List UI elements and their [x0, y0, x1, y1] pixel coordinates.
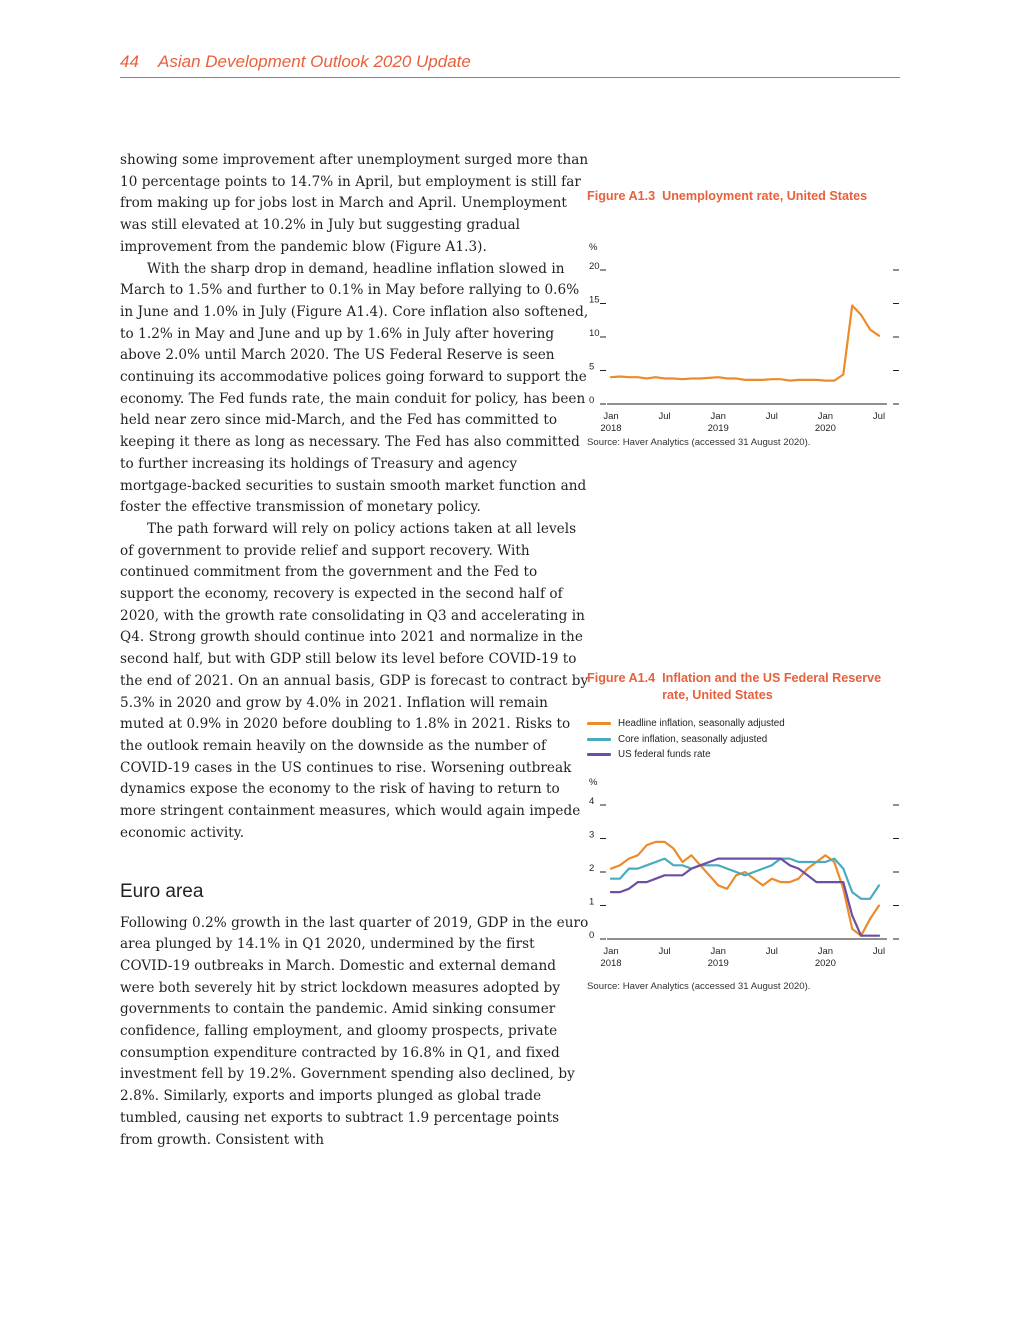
legend-label: Headline inflation, seasonally adjusted	[618, 718, 785, 730]
figure-a1-3	[587, 188, 902, 448]
x-tick-label: Jul	[658, 945, 671, 957]
x-tick-year-label: 2019	[707, 957, 729, 969]
x-tick-label: Jan	[710, 945, 726, 957]
legend-item-core	[587, 732, 902, 748]
figure-caption: Inflation and the US Federal Reserve rate, United States	[662, 671, 882, 702]
y-axis-unit-label: %	[589, 776, 598, 788]
x-tick-label: Jan	[603, 945, 619, 957]
main-text-column	[120, 150, 590, 1151]
y-tick-label: 20	[589, 261, 600, 272]
paragraph-2: With the sharp drop in demand, headline inflation slowed in March to 1.5% and further to 0.1% in May before rallying to 0.6% in June and 1.0% in July (Figure A1.4). Core inflation also softened, to 1.2% in May and June and up by 1.6% in July after hovering above 2.0% until March 2020. The US Federal Reserve is seen continuing its accommodative polices going forward to support the economy. The Fed funds rate, the main conduit for policy, has been held near zero since mid-March, and the Fed has committed to keeping it there as long as necessary. The Fed has also committed to further increasing its holdings of Treasury and agency mortgage-backed securities to sustain smooth market function and foster the effective transmission of monetary policy.	[120, 260, 589, 516]
figure-number: Figure A1.3	[587, 189, 656, 203]
x-tick-year-label: 2018	[600, 957, 622, 969]
figure-title	[587, 670, 902, 704]
figure-caption: Unemployment rate, United States	[662, 189, 868, 203]
x-tick-year-label: 2019	[707, 423, 729, 434]
paragraph-1: showing some improvement after unemployment surged more than 10 percentage points to 14.7% in April, but employment is still far from making up for jobs lost in March and April. Unemployment was still elevated at 10.2% in July but suggesting gradual improvement from the pandemic blow (Figure A1.3).	[120, 152, 589, 255]
legend-label: Core inflation, seasonally adjusted	[618, 733, 768, 745]
paragraph-3: The path forward will rely on policy actions taken at all levels of government to provide relief and support recovery. With continued commitment from the government and the Fed to support the economy, recovery is expected in the second half of 2020, with the growth rate consolidating in Q3 and accelerating in Q4. Strong growth should continue into 2021 and normalize in the second half, but with GDP still below its level before COVID-19 to the end of 2021. On an annual basis, GDP is forecast to contract by 5.3% in 2020 and grow by 4.0% in 2021. Inflation will remain muted at 0.9% in 2020 before doubling to 1.8% in 2021. Risks to the outlook remain heavily on the downside as the number of COVID-19 cases in the US continues to rise. Worsening outbreak dynamics expose the economy to the risk of having to return to more stringent containment measures, which would again impede economic activity.	[120, 520, 589, 841]
x-tick-label: Jul	[658, 411, 671, 422]
publication-title: Asian Development Outlook 2020 Update	[158, 52, 471, 71]
page-number: 44	[120, 52, 139, 71]
x-tick-year-label: 2020	[814, 423, 836, 434]
figure-a1-4	[587, 670, 902, 992]
y-tick-label: 4	[589, 795, 595, 807]
legend-label: US federal funds rate	[618, 749, 711, 761]
figure-number: Figure A1.4	[587, 671, 656, 685]
y-tick-label: 2	[589, 862, 595, 874]
legend-swatch	[587, 753, 611, 756]
y-tick-label: 10	[589, 328, 600, 339]
x-tick-label: Jul	[765, 945, 778, 957]
x-tick-label: Jul	[765, 411, 778, 422]
series-line-1	[611, 841, 879, 935]
legend-swatch	[587, 738, 611, 741]
legend-item-headline	[587, 716, 902, 732]
x-tick-year-label: 2018	[600, 423, 622, 434]
x-tick-label: Jul	[872, 945, 886, 957]
legend-item-fedfunds	[587, 747, 902, 763]
running-header	[120, 52, 900, 78]
unemployment-chart	[587, 225, 907, 434]
y-tick-label: 0	[589, 929, 595, 941]
x-tick-label: Jan	[817, 945, 834, 957]
x-tick-year-label: 2020	[814, 957, 836, 969]
x-tick-label: Jul	[872, 411, 886, 422]
x-tick-label: Jan	[710, 411, 726, 422]
y-tick-label: 5	[589, 361, 595, 373]
figure-source: Source: Haver Analytics (accessed 31 August 2020).	[587, 980, 811, 992]
y-tick-label: 0	[589, 395, 595, 406]
series-line-3	[611, 858, 879, 935]
x-tick-label: Jan	[603, 411, 619, 422]
figure-title	[587, 188, 902, 205]
section-heading: Euro area	[120, 880, 204, 902]
paragraph-4: Following 0.2% growth in the last quarter of 2019, GDP in the euro area plunged by 14.1% in Q1 2020, undermined by the first COVID-19 outbreaks in March. Domestic and external demand were both severely hit by strict lockdown measures adopted by governments to contain the pandemic. Amid sinking consumer confidence, falling employment, and gloomy prospects, private consumption expenditure contracted by 16.8% in Q1, and fixed investment fell by 19.2%. Government spending also declined, by 2.8%. Similarly, exports and imports plunged as global trade tumbled, causing net exports to subtract 1.9 percentage points from growth. Consistent with	[120, 914, 589, 1148]
y-tick-label: 1	[589, 896, 595, 907]
y-tick-label: 3	[589, 829, 595, 840]
legend-swatch	[587, 722, 611, 725]
chart-legend	[587, 716, 902, 763]
inflation-chart	[587, 771, 907, 971]
figure-source: Source: Haver Analytics (accessed 31 August 2020).	[587, 437, 811, 448]
series-line-1	[611, 306, 879, 381]
y-tick-label: 15	[589, 294, 600, 306]
x-tick-label: Jan	[817, 411, 834, 422]
y-axis-unit-label: %	[589, 242, 598, 253]
